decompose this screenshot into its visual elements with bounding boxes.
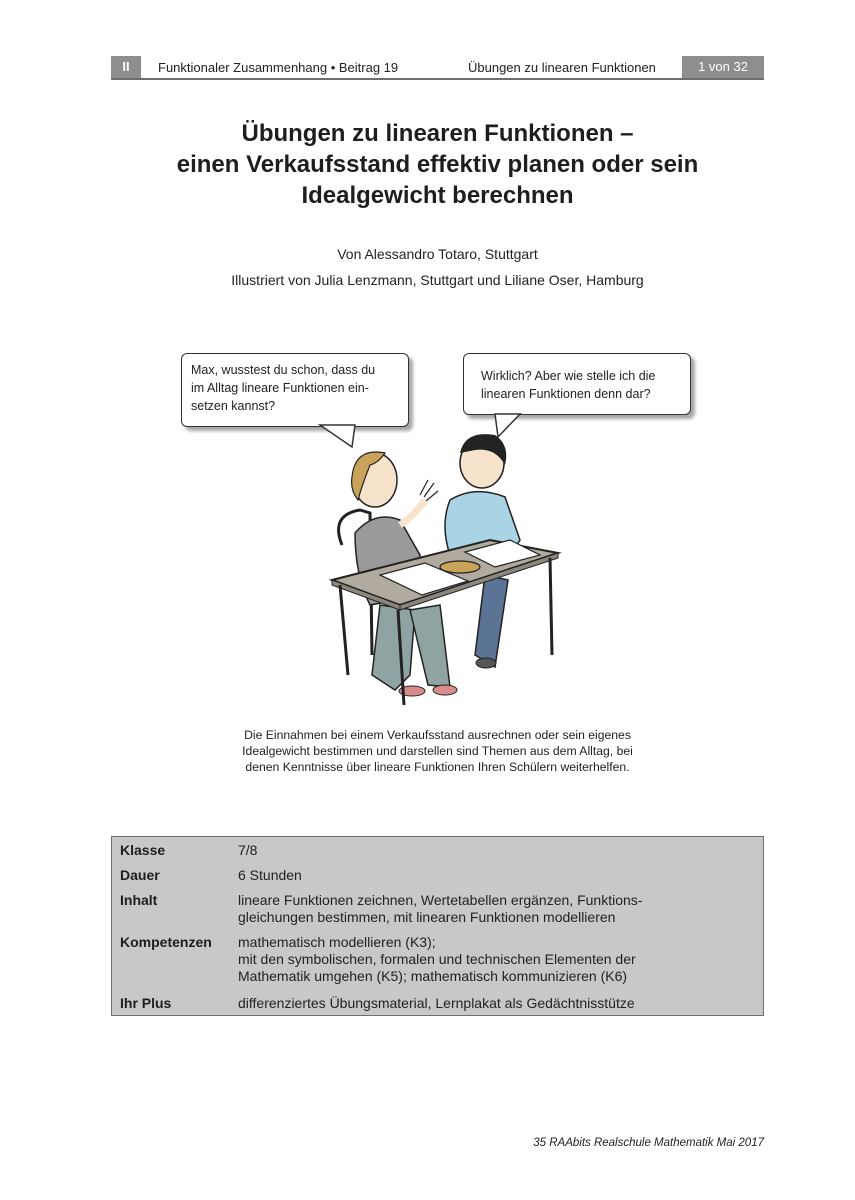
info-value: [238, 892, 758, 926]
illustrator-line: Illustriert von Julia Lenzmann, Stuttgart und Liliane Oser, Hamburg: [231, 272, 644, 288]
speech-line: Max, wusstest du schon, dass du: [191, 363, 376, 377]
bubble-tail-left: [320, 425, 355, 447]
caption-line: Idealgewicht bestimmen und darstellen sind Themen aus dem Alltag, bei: [242, 744, 633, 758]
speech-line: setzen kannst?: [191, 399, 276, 413]
title-line: Übungen zu linearen Funktionen –: [241, 120, 634, 147]
info-label: Klasse: [120, 842, 166, 858]
topic-label: Übungen zu linearen Funktionen: [468, 60, 656, 75]
info-value-line: Mathematik umgehen (K5); mathematisch kommunizieren (K6): [238, 968, 628, 984]
author-line: Von Alessandro Totaro, Stuttgart: [337, 246, 538, 262]
info-label: Ihr Plus: [120, 995, 172, 1011]
info-label: Inhalt: [120, 892, 158, 908]
page-number: 1 von 32: [682, 56, 764, 78]
bubble-tail-right: [495, 414, 520, 437]
info-value-line: gleichungen bestimmen, mit linearen Funktionen modellieren: [238, 909, 616, 925]
info-value: 6 Stunden: [238, 867, 302, 883]
info-value-line: mathematisch modellieren (K3);: [238, 934, 436, 950]
caption-line: Die Einnahmen bei einem Verkaufsstand ausrechnen oder sein eigenes: [244, 728, 631, 742]
info-value-line: lineare Funktionen zeichnen, Wertetabellen ergänzen, Funktions-: [238, 892, 643, 908]
page-header: [111, 56, 764, 80]
illustration-caption: [180, 727, 695, 775]
title-line: einen Verkaufsstand effektiv planen oder sein: [176, 151, 699, 178]
students-at-desk-illustration: [300, 405, 580, 710]
info-value: [238, 934, 758, 985]
speech-line: im Alltag lineare Funktionen ein-: [191, 381, 369, 395]
title-line: Idealgewicht berechnen: [301, 182, 574, 209]
info-label: Dauer: [120, 867, 160, 883]
speech-line: linearen Funktionen denn dar?: [481, 387, 651, 401]
series-label: Funktionaler Zusammenhang • Beitrag 19: [158, 60, 399, 75]
info-label: Kompetenzen: [120, 934, 212, 950]
info-value: 7/8: [238, 842, 258, 858]
page-footer: 35 RAAbits Realschule Mathematik Mai 2017: [533, 1137, 764, 1149]
info-value: differenziertes Übungsmaterial, Lernplakat als Gedächtnisstütze: [238, 995, 635, 1011]
info-value-line: mit den symbolischen, formalen und technischen Elementen der: [238, 951, 636, 967]
info-box: [111, 836, 764, 1016]
caption-line: denen Kenntnisse über lineare Funktionen Ihren Schülern weiterhelfen.: [245, 760, 630, 774]
section-tag: II: [111, 56, 141, 78]
page-title: [100, 118, 775, 211]
speech-line: Wirklich? Aber wie stelle ich die: [481, 369, 656, 383]
